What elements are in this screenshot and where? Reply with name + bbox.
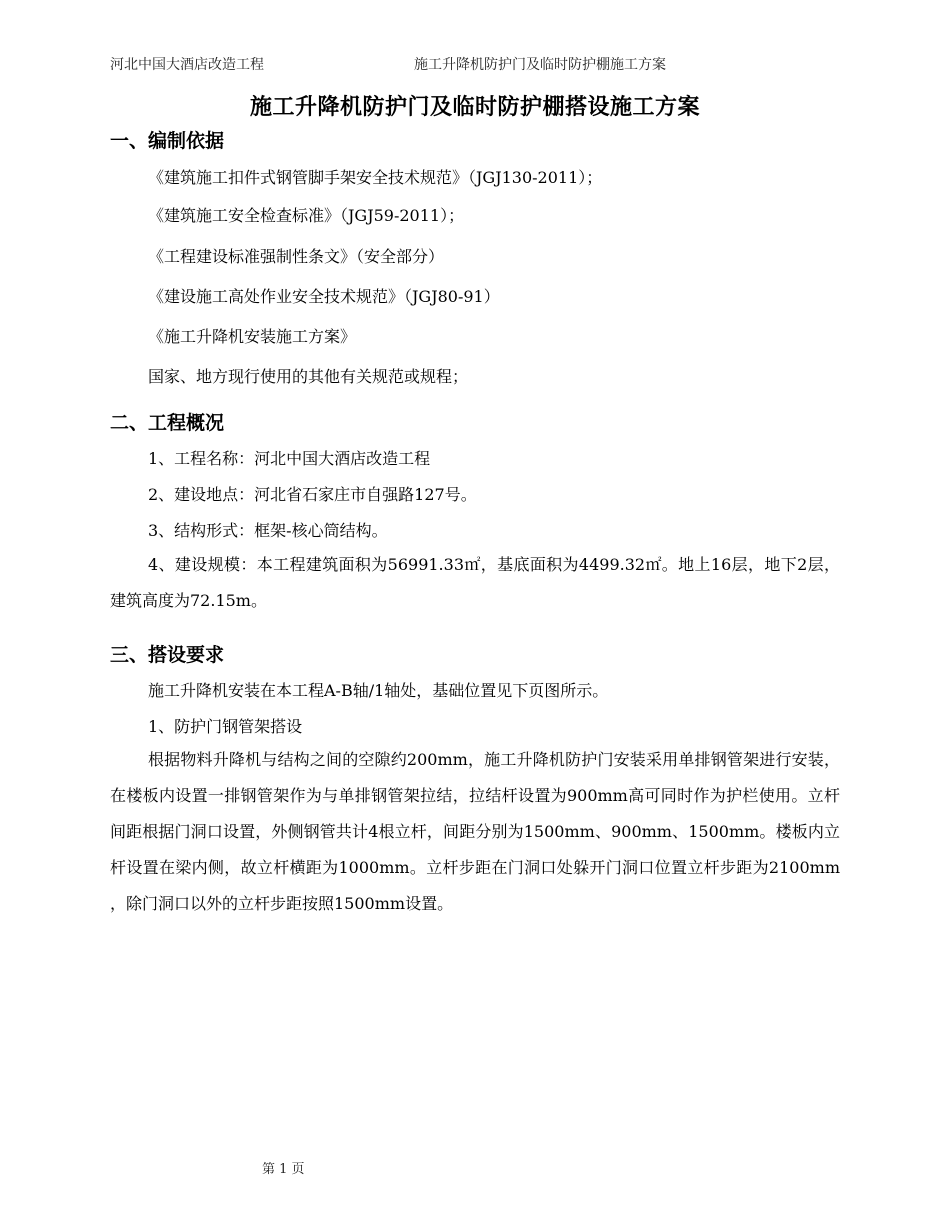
basis-item: 国家、地方现行使用的其他有关规范或规程； [148, 367, 469, 386]
requirements-subheading: 1、防护门钢管架搭设 [148, 717, 303, 736]
overview-item: 4、建设规模：本工程建筑面积为56991.33㎡，基底面积为4499.32㎡。地上16层，地下2层，建筑高度为72.15m。 [110, 555, 840, 610]
basis-item: 《建筑施工扣件式钢管脚手架安全技术规范》（JGJ130-2011）； [148, 168, 603, 187]
header-document-name: 施工升降机防护门及临时防护棚施工方案 [414, 57, 666, 73]
header-project-name: 河北中国大酒店改造工程 [110, 57, 264, 73]
requirements-intro: 施工升降机安装在本工程A-B轴/1轴处，基础位置见下页图所示。 [148, 681, 609, 700]
basis-item: 《建设施工高处作业安全技术规范》（JGJ80-91） [148, 287, 500, 306]
page-number: 第 1 页 [262, 1162, 305, 1177]
section-heading-requirements: 三、搭设要求 [110, 644, 225, 666]
document-title: 施工升降机防护门及临时防护棚搭设施工方案 [249, 95, 700, 120]
requirements-body: 根据物料升降机与结构之间的空隙约200mm，施工升降机防护门安装采用单排钢管架进行安装，在楼板内设置一排钢管架作为与单排钢管架拉结，拉结杆设置为900mm高可同时作为护栏使用。立杆间距根据门洞口设置，外侧钢管共计4根立杆，间距分别为1500mm、900mm、1500mm。楼板内立杆设置在梁内侧，故立杆横距为1000mm。立杆步距在门洞口处躲开门洞口位置立杆步距为2100mm ，除门洞口以外的立杆步距按照1500mm设置。 [110, 750, 840, 913]
overview-item: 2、建设地点：河北省石家庄市自强路127号。 [148, 485, 477, 504]
overview-item: 3、结构形式：框架-核心筒结构。 [148, 521, 388, 540]
basis-item: 《施工升降机安装施工方案》 [148, 327, 357, 346]
overview-item: 1、工程名称：河北中国大酒店改造工程 [148, 449, 431, 468]
basis-item: 《工程建设标准强制性条文》（安全部分） [148, 247, 445, 266]
section-heading-basis: 一、编制依据 [110, 130, 225, 152]
running-header [110, 54, 840, 74]
basis-item: 《建筑施工安全检查标准》（JGJ59-2011）； [148, 206, 465, 225]
section-heading-overview: 二、工程概况 [110, 412, 225, 434]
